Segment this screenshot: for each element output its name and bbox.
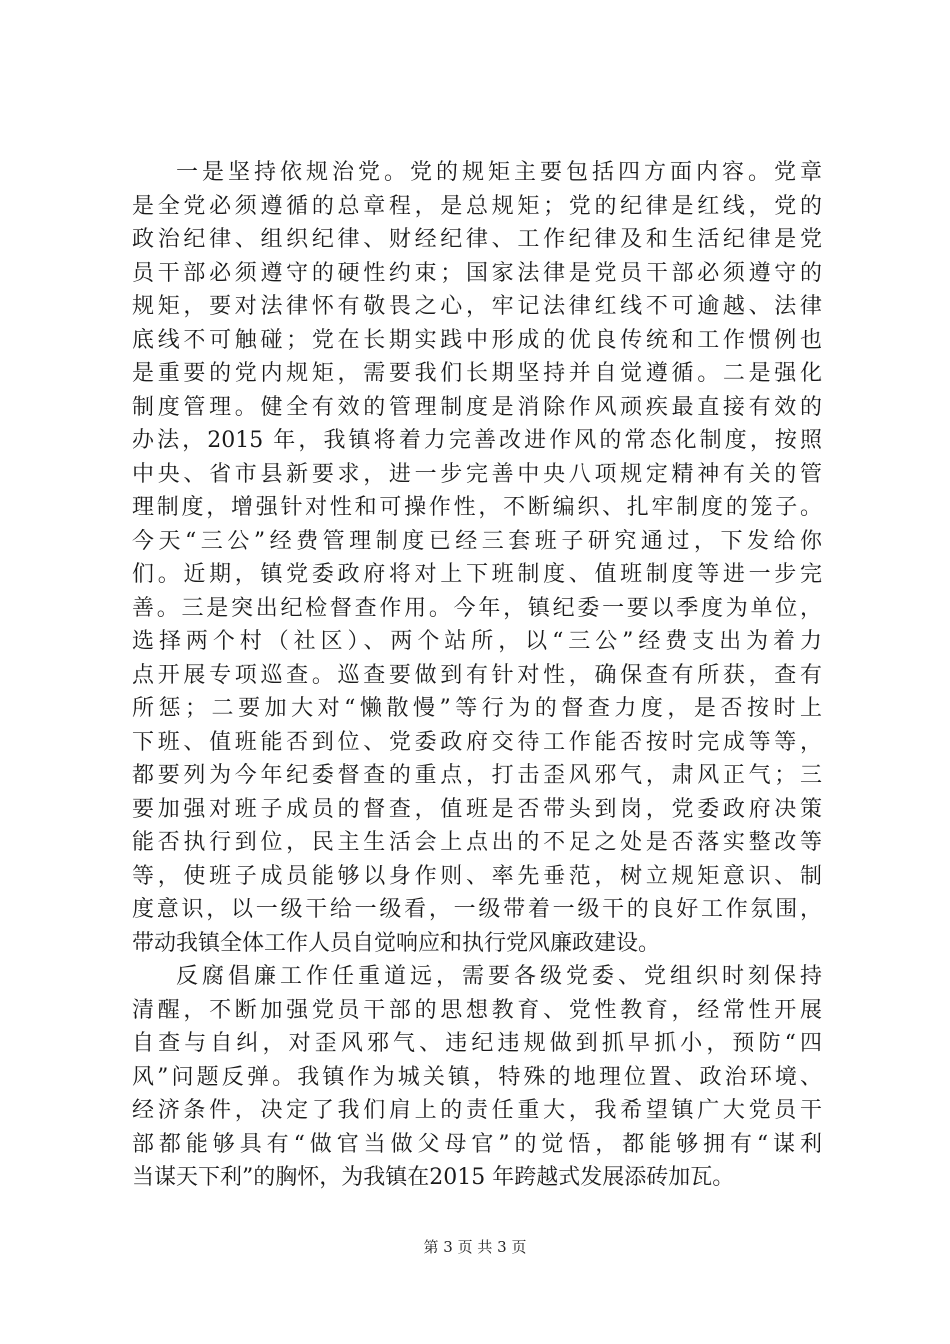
document-body xyxy=(132,156,822,1195)
text-line: 风”问题反弹。我镇作为城关镇，特殊的地理位置、政治环境、 xyxy=(132,1064,822,1090)
text-line: 度意识，以一级干给一级看，一级带着一级干的良好工作氛围， xyxy=(132,897,822,922)
text-line: 今天“三公”经费管理制度已经三套班子研究通过，下发给你 xyxy=(132,528,822,554)
paragraph-1 xyxy=(132,156,822,960)
text-line: 要加强对班子成员的督查，值班是否带头到岗，党委政府决策 xyxy=(132,796,822,822)
text-line: 经济条件，决定了我们肩上的责任重大，我希望镇广大党员干 xyxy=(132,1098,822,1123)
text-line: 都要列为今年纪委督查的重点，打击歪风邪气，肃风正气；三 xyxy=(132,763,822,788)
text-line: 选择两个村（社区）、两个站所，以“三公”经费支出为着力 xyxy=(132,629,822,654)
text-line: 下班、值班能否到位、党委政府交待工作能否按时完成等等， xyxy=(132,729,822,755)
text-line: 员干部必须遵守的硬性约束；国家法律是党员干部必须遵守的 xyxy=(132,260,822,286)
text-line: 能否执行到位，民主生活会上点出的不足之处是否落实整改等 xyxy=(132,830,822,855)
text-line: 理制度，增强针对性和可操作性，不断编织、扎牢制度的笼子。 xyxy=(132,495,822,520)
text-line: 点开展专项巡查。巡查要做到有针对性，确保查有所获，查有 xyxy=(132,662,822,688)
text-line: 反腐倡廉工作任重道远，需要各级党委、党组织时刻保持 xyxy=(176,964,822,989)
text-line: 自查与自纠，对歪风邪气、违纪违规做到抓早抓小，预防“四 xyxy=(132,1031,822,1056)
text-line: 一是坚持依规治党。党的规矩主要包括四方面内容。党章 xyxy=(176,160,822,185)
text-line: 当谋天下利”的胸怀，为我镇在2015 年跨越式发展添砖加瓦。 xyxy=(132,1165,735,1190)
paragraph-2 xyxy=(132,960,822,1195)
text-line: 制度管理。健全有效的管理制度是消除作风顽疾最直接有效的 xyxy=(132,394,822,420)
text-line: 善。三是突出纪检督查作用。今年，镇纪委一要以季度为单位， xyxy=(132,595,822,621)
text-line: 清醒，不断加强党员干部的思想教育、党性教育，经常性开展 xyxy=(132,997,822,1023)
text-line: 带动我镇全体工作人员自觉响应和执行党风廉政建设。 xyxy=(132,930,661,956)
text-line: 中央、省市县新要求，进一步完善中央八项规定精神有关的管 xyxy=(132,461,822,487)
text-line: 部都能够具有“做官当做父母官”的觉悟，都能够拥有“谋利 xyxy=(132,1131,822,1157)
text-line: 等，使班子成员能够以身作则、率先垂范，树立规矩意识、制 xyxy=(132,863,822,889)
text-line: 是全党必须遵循的总章程，是总规矩；党的纪律是红线，党的 xyxy=(132,193,822,219)
text-line: 政治纪律、组织纪律、财经纪律、工作纪律及和生活纪律是党 xyxy=(132,227,822,252)
page-number-footer: 第 3 页 共 3 页 xyxy=(423,1238,527,1256)
text-line: 们。近期，镇党委政府将对上下班制度、值班制度等进一步完 xyxy=(132,562,822,587)
text-line: 底线不可触碰；党在长期实践中形成的优良传统和工作惯例也 xyxy=(132,327,822,353)
text-line: 所惩；二要加大对“懒散慢”等行为的督查力度，是否按时上 xyxy=(132,696,822,721)
text-line: 规矩，要对法律怀有敬畏之心，牢记法律红线不可逾越、法律 xyxy=(132,294,822,319)
text-line: 是重要的党内规矩，需要我们长期坚持并自觉遵循。二是强化 xyxy=(132,361,822,386)
text-line: 办法，2015 年，我镇将着力完善改进作风的常态化制度，按照 xyxy=(132,428,822,453)
